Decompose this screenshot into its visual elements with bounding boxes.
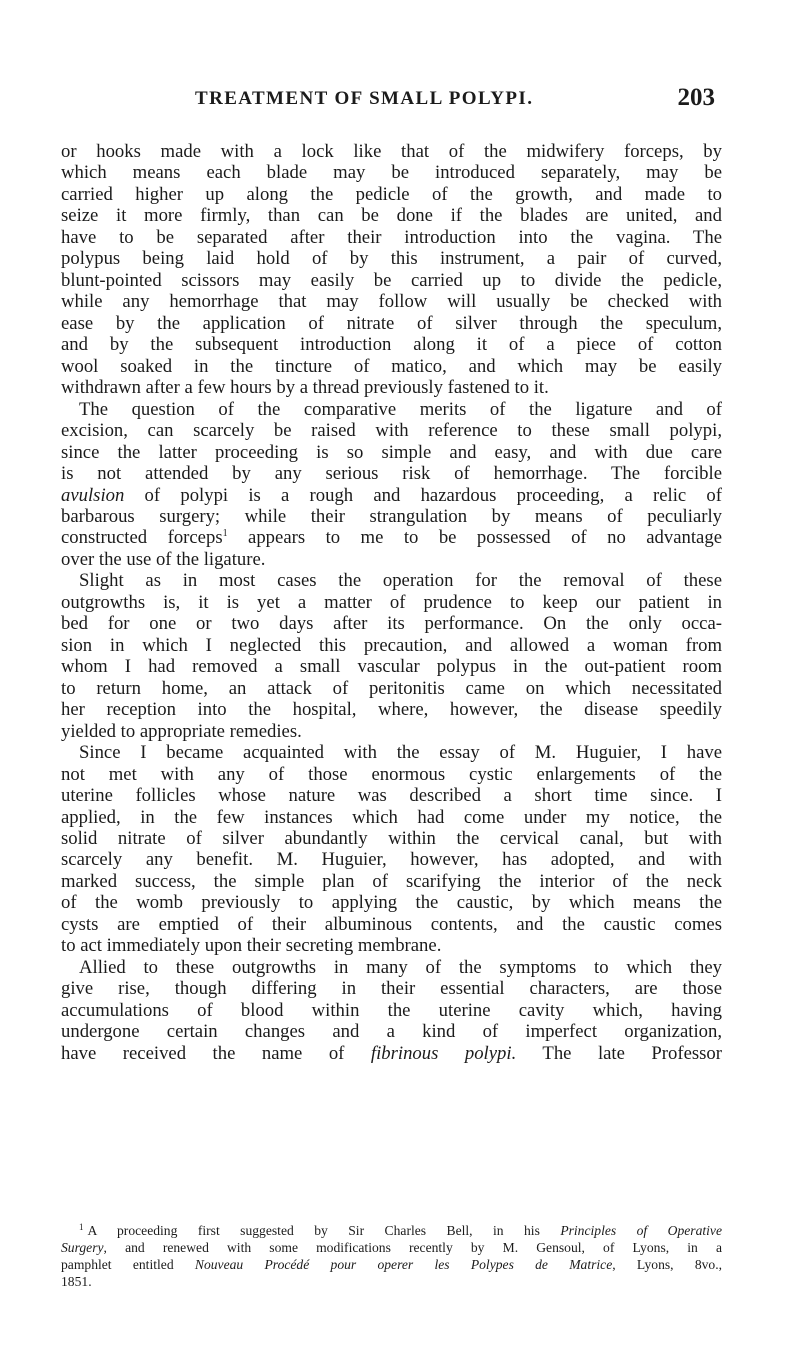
text-line: marked success, the simple plan of scarifying the interior of the neck xyxy=(61,870,722,892)
text-line: and by the subsequent introduction along it of a piece of cotton xyxy=(61,334,722,356)
text-line: which means each blade may be introduced separately, may be xyxy=(61,162,722,184)
footnote-reference: 1 xyxy=(222,528,228,540)
text-line: to return home, an attack of peritonitis came on which necessitated xyxy=(61,677,722,699)
text-line: seize it more firmly, than can be done if the blades are united, and xyxy=(61,205,722,227)
text-line: while any hemorrhage that may follow will usually be checked with xyxy=(61,291,722,313)
text-line: polypus being laid hold of by this instrument, a pair of curved, xyxy=(61,248,722,270)
running-head: TREATMENT OF SMALL POLYPI. xyxy=(195,88,534,109)
italic-term: avulsion xyxy=(61,484,125,506)
text-line: outgrowths is, it is yet a matter of prudence to keep our patient in xyxy=(61,591,722,613)
text-line: Slight as in most cases the operation for the removal of these xyxy=(79,570,722,592)
text-line: of the womb previously to applying the caustic, by which means the xyxy=(61,892,722,914)
text-line: blunt-pointed scissors may easily be carried up to divide the pedicle, xyxy=(61,269,722,291)
footnote-line: Surgery, and renewed with some modifications recently by M. Gensoul, of Lyons, in a xyxy=(61,1240,722,1255)
page-header xyxy=(195,84,715,118)
text-line: undergone certain changes and a kind of imperfect organization, xyxy=(61,1021,722,1043)
footnote-line: $^1$ A proceeding first suggested by Sir Charles Bell, in his Principles of Operative xyxy=(79,1222,722,1238)
text-line: sion in which I neglected this precaution, and allowed a woman from xyxy=(61,634,722,656)
text-line: give rise, though differing in their essential characters, are those xyxy=(61,978,722,1000)
text-line: uterine follicles whose nature was described a short time since. I xyxy=(61,785,722,807)
text-line: The question of the comparative merits of the ligature and of xyxy=(79,398,722,420)
text-line: solid nitrate of silver abundantly within the cervical canal, but with xyxy=(61,828,722,849)
footnote-line: 1851. xyxy=(61,1274,92,1289)
footnote xyxy=(61,1222,722,1290)
text-line: whom I had removed a small vascular polypus in the out-patient room xyxy=(61,656,722,678)
text-line: carried higher up along the pedicle of the growth, and made to xyxy=(61,183,722,205)
text-line: constructed forceps$^1$ appears to me to be possessed of no advantage xyxy=(61,527,722,549)
text-line: have to be separated after their introduction into the vagina. The xyxy=(61,226,722,248)
footnote-line: pamphlet entitled Nouveau Procédé pour operer les Polypes de Matrice, Lyons, 8vo., xyxy=(61,1257,723,1272)
text-line: over the use of the ligature. xyxy=(61,548,266,570)
text-line: Since I became acquainted with the essay of M. Huguier, I have xyxy=(79,742,722,764)
text-line: ease by the application of nitrate of silver through the speculum, xyxy=(61,312,722,334)
text-line: avulsion of polypi is a rough and hazardous proceeding, a relic of xyxy=(61,484,722,506)
text-line: accumulations of blood within the uterine cavity which, having xyxy=(61,999,722,1021)
text-line: wool soaked in the tincture of matico, and which may be easily xyxy=(61,355,722,377)
text-line: have received the name of fibrinous polypi. The late Professor xyxy=(61,1042,722,1064)
text-line: Allied to these outgrowths in many of the symptoms to which they xyxy=(79,956,722,978)
page-number: 203 xyxy=(677,84,715,111)
footnote-mark: 1 xyxy=(79,1222,84,1232)
text-line: excision, can scarcely be raised with reference to these small polypi, xyxy=(61,420,722,442)
text-line: cysts are emptied of their albuminous contents, and the caustic comes xyxy=(61,913,722,935)
text-line: not met with any of those enormous cystic enlargements of the xyxy=(61,763,722,785)
text-line: applied, in the few instances which had come under my notice, the xyxy=(61,806,722,828)
text-line: or hooks made with a lock like that of the midwifery forceps, by xyxy=(61,141,722,162)
text-line: is not attended by any serious risk of hemorrhage. The forcible xyxy=(61,463,722,485)
text-line: her reception into the hospital, where, however, the disease speedily xyxy=(61,699,722,721)
text-line: since the latter proceeding is so simple and easy, and with due care xyxy=(61,441,722,463)
text-line: bed for one or two days after its performance. On the only occa- xyxy=(61,613,722,635)
text-line: withdrawn after a few hours by a thread previously fastened to it. xyxy=(61,377,549,399)
text-line: scarcely any benefit. M. Huguier, however, has adopted, and with xyxy=(61,849,722,871)
body-text xyxy=(61,141,722,1064)
text-line: to act immediately upon their secreting membrane. xyxy=(61,935,442,957)
italic-term: fibrinous polypi. xyxy=(370,1042,517,1064)
text-line: yielded to appropriate remedies. xyxy=(61,720,302,742)
text-line: barbarous surgery; while their strangulation by means of peculiarly xyxy=(61,505,722,527)
